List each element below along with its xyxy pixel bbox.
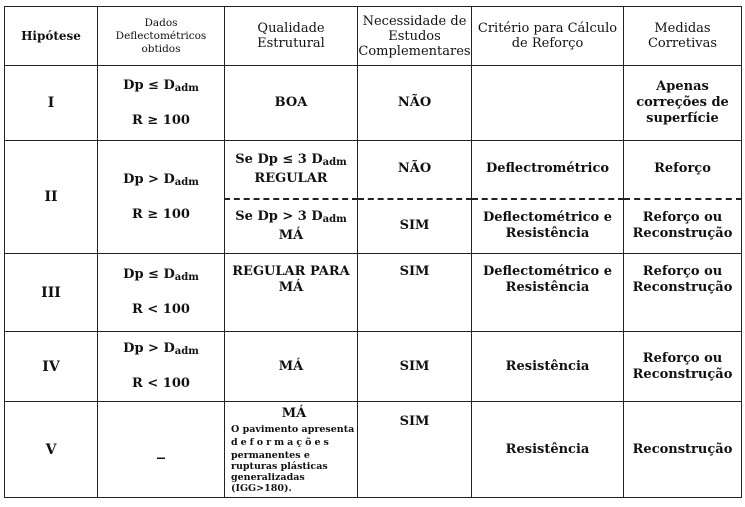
hipotese-cell: V — [5, 402, 98, 498]
medidas-cell: Reconstrução — [624, 402, 742, 498]
dados-line-1: Dp ≤ D — [123, 267, 175, 282]
table-row — [5, 66, 742, 141]
criterio-cell-a: Deflectrométrico — [472, 141, 624, 199]
necessidade-cell: SIM — [358, 332, 472, 402]
qualidade-cell: REGULAR PARA MÁ — [225, 254, 358, 332]
dados-line-1: Dp > D — [123, 341, 175, 356]
dados-cell: $Dp > D_{adm}$ R ≥ 100 — [98, 141, 225, 254]
qualidade-desc-1: O pavimento apresenta — [231, 423, 355, 435]
hipotese-cell: I — [5, 66, 98, 141]
table-row — [5, 332, 742, 402]
header-criterio: Critério para Cálculo de Reforço — [472, 7, 624, 66]
header-necessidade: Necessidade de Estudos Complementares — [358, 7, 472, 66]
header-qualidade: Qualidade Estrutural — [225, 7, 358, 66]
dados-cell: _ — [98, 402, 225, 498]
necessidade-cell: NÃO — [358, 66, 472, 141]
hipotese-cell: IV — [5, 332, 98, 402]
dados-cell: $Dp > D_{adm}$ R < 100 — [98, 332, 225, 402]
medidas-cell: Reforço ou Reconstrução — [624, 332, 742, 402]
header-medidas: Medidas Corretivas — [624, 7, 742, 66]
dados-line-1: Dp > D — [123, 171, 175, 187]
medidas-cell-a: Reforço — [624, 141, 742, 199]
qualidade-title: MÁ — [281, 405, 307, 421]
dados-line-2: R < 100 — [132, 376, 190, 391]
dados-line-2: R < 100 — [132, 302, 190, 317]
dados-cell: $Dp \le D_{adm}$ R ≥ 100 — [98, 66, 225, 141]
header-row — [5, 7, 742, 66]
necessidade-cell-a: NÃO — [358, 141, 472, 199]
dados-cell: $Dp \le D_{adm}$ R < 100 — [98, 254, 225, 332]
table-row — [5, 254, 742, 332]
necessidade-cell-b: SIM — [358, 199, 472, 254]
criteria-table — [4, 6, 742, 498]
table-row — [5, 141, 742, 199]
header-dados: Dados Deflectométricos obtidos — [98, 7, 225, 66]
necessidade-cell: SIM — [358, 254, 472, 332]
medidas-cell: Reforço ou Reconstrução — [624, 254, 742, 332]
criteria-table-container — [4, 6, 741, 503]
hipotese-cell: II — [5, 141, 98, 254]
qualidade-desc-2: deformações — [231, 436, 332, 448]
criterio-cell-b: Deflectométrico e Resistência — [472, 199, 624, 254]
qualidade-cell-a: Se Dp ≤ 3 $D_{adm}$ REGULAR — [225, 141, 358, 199]
medidas-cell: Apenas correções de superfície — [624, 66, 742, 141]
dados-line-1: Dp ≤ D — [123, 77, 175, 93]
criterio-cell: Resistência — [472, 332, 624, 402]
necessidade-cell: SIM — [358, 402, 472, 498]
criterio-cell: Deflectométrico e Resistência — [472, 254, 624, 332]
dados-line-2: R ≥ 100 — [132, 206, 190, 222]
criterio-cell — [472, 66, 624, 141]
medidas-cell-b: Reforço ou Reconstrução — [624, 199, 742, 254]
qualidade-cell: MÁ — [225, 332, 358, 402]
qualidade-desc-3: permanentes e rupturas plásticas generalizadas (IGG>180). — [231, 449, 328, 494]
dados-line-2: R ≥ 100 — [132, 112, 190, 128]
hipotese-cell: III — [5, 254, 98, 332]
header-hipotese: Hipótese — [5, 7, 98, 66]
qualidade-cell-b: Se Dp > 3 $D_{adm}$ MÁ — [225, 199, 358, 254]
criterio-cell: Resistência — [472, 402, 624, 498]
qualidade-cell — [225, 402, 358, 498]
qualidade-cell: BOA — [225, 66, 358, 141]
table-row — [5, 402, 742, 498]
